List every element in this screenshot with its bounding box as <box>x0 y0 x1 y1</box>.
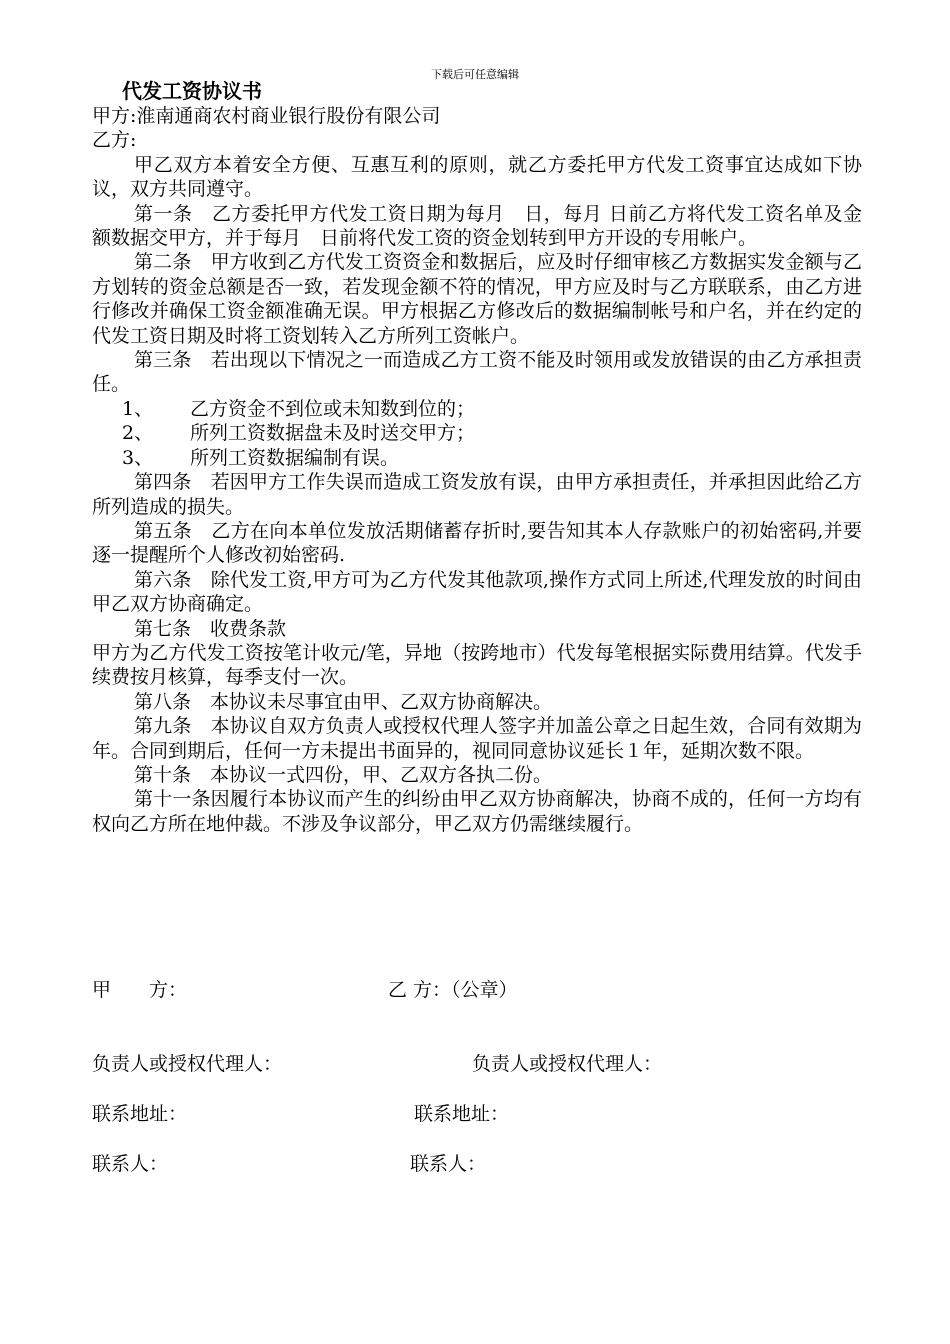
article-7-heading: 第七条 收费条款 <box>134 617 287 640</box>
list-item <box>92 421 862 445</box>
party-a-line: 甲方:淮南通商农村商业银行股份有限公司 <box>92 105 441 127</box>
party-a-contact-label: 联系人： <box>92 1153 169 1175</box>
intro-paragraph: 甲乙双方本着安全方便、互惠互利的原则，就乙方委托甲方代发工资事宜达成如下协议，双方共同遵守。 <box>92 153 862 201</box>
party-b-address-label: 联系地址： <box>414 1103 510 1125</box>
article-3: 第三条 若出现以下情况之一而造成乙方工资不能及时领用或发放错误的由乙方承担责任。 <box>92 349 862 396</box>
party-b-contact-label: 联系人： <box>410 1153 487 1175</box>
party-a-signature-label: 甲 方： <box>92 979 188 1001</box>
party-a-representative-label: 负责人或授权代理人： <box>92 1053 283 1075</box>
article-1: 第一条 乙方委托甲方代发工资日期为每月 日，每月 日前乙方将代发工资名单及金额数据交甲方，并于每月 日前将代发工资的资金划转到甲方开设的专用帐户。 <box>92 202 862 250</box>
article-8: 第八条 本协议未尽事宜由甲、乙双方协商解决。 <box>134 690 553 713</box>
list-item-number: 2、 <box>122 422 154 445</box>
article-10: 第十条 本协议一式四份，甲、乙双方各执二份。 <box>134 763 553 786</box>
list-item-text: 乙方资金不到位或未知数到位的； <box>190 397 476 420</box>
article-5: 第五条 乙方在向本单位发放活期储蓄存折时,要告知其本人存款账户的初始密码,并要逐一提醒所个人修改初始密码. <box>92 519 862 567</box>
party-a-address-label: 联系地址： <box>92 1103 188 1125</box>
party-b-line: 乙方: <box>92 129 137 152</box>
list-item <box>92 446 862 470</box>
list-item-number: 1、 <box>122 397 154 420</box>
article-6: 第六条 除代发工资,甲方可为乙方代发其他款项,操作方式同上所述,代理发放的时间由甲乙双方协商确定。 <box>92 568 862 616</box>
party-b-representative-label: 负责人或授权代理人： <box>472 1053 663 1075</box>
party-b-signature-label: 乙 方：（公章） <box>388 979 518 1001</box>
article-4: 第四条 若因甲方工作失误而造成工资发放有误，由甲方承担责任，并承担因此给乙方所列造成的损失。 <box>92 471 862 518</box>
article-7-body: 甲方为乙方代发工资按笔计收元/笔，异地（按跨地市）代发每笔根据实际费用结算。代发手续费按月核算，每季支付一次。 <box>92 641 862 689</box>
agreement-body <box>92 78 882 836</box>
list-item-text: 所列工资数据盘未及时送交甲方； <box>190 422 476 445</box>
list-item <box>92 397 862 421</box>
header-note: 下载后可任意编辑 <box>431 68 519 81</box>
list-item-number: 3、 <box>122 446 154 469</box>
article-2: 第二条 甲方收到乙方代发工资资金和数据后，应及时仔细审核乙方数据实发金额与乙方划转的资金总额是否一致，若发现金额不符的情况，甲方应及时与乙方联联系，由乙方进行修改并确保工资金额准确无误。甲方根据乙方修改后的数据编制帐号和户名，并在约定的代发工资日期及时将工资划转入乙方所列工资帐户。 <box>92 251 862 347</box>
article-11: 第十一条因履行本协议而产生的纠纷由甲乙双方协商解决，协商不成的，任何一方均有权向乙方所在地仲裁。不涉及争议部分，甲乙双方仍需继续履行。 <box>92 788 862 835</box>
document-title: 代发工资协议书 <box>122 79 262 103</box>
list-item-text: 所列工资数据编制有误。 <box>190 446 400 469</box>
article-9: 第九条 本协议自双方负责人或授权代理人签字并加盖公章之日起生效，合同有效期为 年。合同到期后，任何一方未提出书面异的，视同同意协议延长１年，延期次数不限。 <box>92 715 882 762</box>
